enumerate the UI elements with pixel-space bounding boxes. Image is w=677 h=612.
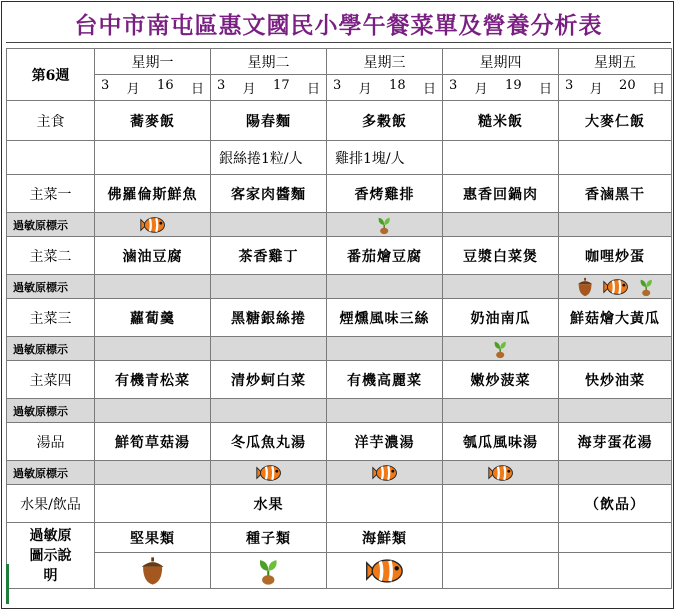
nut-icon — [139, 556, 166, 586]
date-cell — [95, 75, 211, 101]
dish-cell: 陽春麵 — [211, 101, 327, 141]
week-label: 第6週 — [7, 49, 95, 101]
date-month-unit: 月 — [589, 82, 603, 97]
allergy-cell — [443, 399, 559, 423]
legend-empty — [559, 553, 672, 589]
fish-icon — [602, 277, 629, 297]
allergy-row-label: 過敏原標示 — [7, 461, 95, 485]
fish-icon — [487, 463, 514, 483]
staple-note-cell — [95, 141, 211, 175]
allergy-cell — [95, 337, 211, 361]
dish-cell: 香烤雞排 — [327, 175, 443, 213]
allergy-cell — [95, 461, 211, 485]
dish-cell: 客家肉醬麵 — [211, 175, 327, 213]
allergy-cell — [327, 275, 443, 299]
allergy-cell — [559, 337, 672, 361]
allergy-row-label: 過敏原標示 — [7, 213, 95, 237]
legend-label-line: 明 — [43, 567, 58, 584]
weekday-label: 星期三 — [327, 49, 443, 75]
date-month-unit: 月 — [474, 82, 488, 97]
row-label-staple: 主食 — [7, 101, 95, 141]
allergy-row-label: 過敏原標示 — [7, 399, 95, 423]
legend-empty — [443, 553, 559, 589]
allergy-cell — [327, 213, 443, 237]
allergy-cell — [211, 337, 327, 361]
dish-cell — [327, 485, 443, 523]
date-day-unit: 日 — [190, 82, 204, 97]
allergy-cell — [559, 275, 672, 299]
allergy-cell — [211, 275, 327, 299]
legend-text: 種子類 — [211, 523, 327, 553]
allergy-row-label: 過敏原標示 — [7, 275, 95, 299]
date-day: 17 — [273, 78, 290, 93]
nut-icon — [576, 277, 594, 297]
row-label-main1: 主菜一 — [7, 175, 95, 213]
fish-icon — [371, 463, 398, 483]
dish-cell: 有機高麗菜 — [327, 361, 443, 399]
staple-note-cell: 雞排1塊/人 — [327, 141, 443, 175]
date-month-unit: 月 — [126, 82, 140, 97]
legend-accent-bar — [6, 564, 9, 604]
allergy-cell — [327, 461, 443, 485]
dish-cell: 滷油豆腐 — [95, 237, 211, 275]
staple-note-cell: 銀絲捲1粒/人 — [211, 141, 327, 175]
menu-table — [6, 48, 672, 589]
row-label-main4: 主菜四 — [7, 361, 95, 399]
dish-cell: 鮮筍草菇湯 — [95, 423, 211, 461]
date-day: 20 — [619, 78, 636, 93]
seed-icon — [638, 277, 654, 297]
dish-cell: 佛羅倫斯鮮魚 — [95, 175, 211, 213]
weekday-label: 星期二 — [211, 49, 327, 75]
legend-empty — [443, 523, 559, 553]
date-month: 3 — [101, 78, 110, 93]
allergy-cell — [443, 275, 559, 299]
dish-cell: 香滷黑干 — [559, 175, 672, 213]
allergy-cell — [211, 461, 327, 485]
row-label-main2: 主菜二 — [7, 237, 95, 275]
allergy-cell — [95, 275, 211, 299]
date-day-unit: 日 — [651, 82, 665, 97]
date-day: 19 — [505, 78, 522, 93]
allergy-cell — [211, 399, 327, 423]
allergy-cell — [443, 337, 559, 361]
legend-label-line: 圖示說 — [29, 547, 72, 564]
legend-label — [7, 523, 95, 589]
allergy-cell — [95, 399, 211, 423]
dish-cell: 蕎麥飯 — [95, 101, 211, 141]
date-month: 3 — [217, 78, 226, 93]
legend-empty — [559, 523, 672, 553]
legend-icon-cell — [95, 553, 211, 589]
dish-cell: 清炒蚵白菜 — [211, 361, 327, 399]
date-cell — [211, 75, 327, 101]
weekday-label: 星期四 — [443, 49, 559, 75]
dish-cell: 黑糖銀絲捲 — [211, 299, 327, 337]
dish-cell — [95, 485, 211, 523]
allergy-cell — [211, 213, 327, 237]
dish-cell: 嫩炒菠菜 — [443, 361, 559, 399]
date-day-unit: 日 — [306, 82, 320, 97]
legend-label-line: 過敏原 — [29, 527, 72, 544]
dish-cell — [443, 485, 559, 523]
dish-cell: 豆漿白菜煲 — [443, 237, 559, 275]
allergy-cell — [327, 399, 443, 423]
dish-cell: 番茄燴豆腐 — [327, 237, 443, 275]
seed-icon — [256, 556, 281, 586]
dish-cell: 咖哩炒蛋 — [559, 237, 672, 275]
row-label-main3: 主菜三 — [7, 299, 95, 337]
allergy-cell — [95, 213, 211, 237]
dish-cell: 多穀飯 — [327, 101, 443, 141]
date-cell — [327, 75, 443, 101]
dish-cell: 瓠瓜風味湯 — [443, 423, 559, 461]
date-cell — [443, 75, 559, 101]
allergy-cell — [443, 213, 559, 237]
allergy-cell — [327, 337, 443, 361]
date-month-unit: 月 — [242, 82, 256, 97]
dish-cell: 冬瓜魚丸湯 — [211, 423, 327, 461]
date-day-unit: 日 — [422, 82, 436, 97]
row-label-empty — [7, 141, 95, 175]
row-label-soup: 湯品 — [7, 423, 95, 461]
legend-icon-cell — [327, 553, 443, 589]
date-day-unit: 日 — [538, 82, 552, 97]
staple-note-cell — [443, 141, 559, 175]
dish-cell: （飲品） — [559, 485, 672, 523]
fish-icon — [255, 463, 282, 483]
seed-icon — [492, 339, 508, 359]
dish-cell: 煙燻風味三絲 — [327, 299, 443, 337]
allergy-cell — [559, 461, 672, 485]
staple-note-cell — [559, 141, 672, 175]
dish-cell: 奶油南瓜 — [443, 299, 559, 337]
allergy-cell — [559, 399, 672, 423]
seed-icon — [376, 215, 392, 235]
dish-cell: 洋芋濃湯 — [327, 423, 443, 461]
row-label-fruit: 水果/飲品 — [7, 485, 95, 523]
date-month-unit: 月 — [358, 82, 372, 97]
dish-cell: 水果 — [211, 485, 327, 523]
allergy-cell — [559, 213, 672, 237]
legend-text: 海鮮類 — [327, 523, 443, 553]
page-title: 台中市南屯區惠文國民小學午餐菜單及營養分析表 — [6, 4, 671, 43]
date-month: 3 — [449, 78, 458, 93]
dish-cell: 惠香回鍋肉 — [443, 175, 559, 213]
dish-cell: 大麥仁飯 — [559, 101, 672, 141]
dish-cell: 茶香雞丁 — [211, 237, 327, 275]
dish-cell: 鮮菇燴大黃瓜 — [559, 299, 672, 337]
allergy-cell — [443, 461, 559, 485]
legend-icon-cell — [211, 553, 327, 589]
dish-cell: 蘿蔔羹 — [95, 299, 211, 337]
weekday-label: 星期五 — [559, 49, 672, 75]
date-day: 16 — [157, 78, 174, 93]
fish-icon — [364, 556, 405, 586]
fish-icon — [139, 215, 166, 235]
dish-cell: 海芽蛋花湯 — [559, 423, 672, 461]
weekday-label: 星期一 — [95, 49, 211, 75]
dish-cell: 快炒油菜 — [559, 361, 672, 399]
date-month: 3 — [565, 78, 574, 93]
date-month: 3 — [333, 78, 342, 93]
date-cell — [559, 75, 672, 101]
legend-text: 堅果類 — [95, 523, 211, 553]
dish-cell: 有機青松菜 — [95, 361, 211, 399]
dish-cell: 糙米飯 — [443, 101, 559, 141]
date-day: 18 — [389, 78, 406, 93]
allergy-row-label: 過敏原標示 — [7, 337, 95, 361]
